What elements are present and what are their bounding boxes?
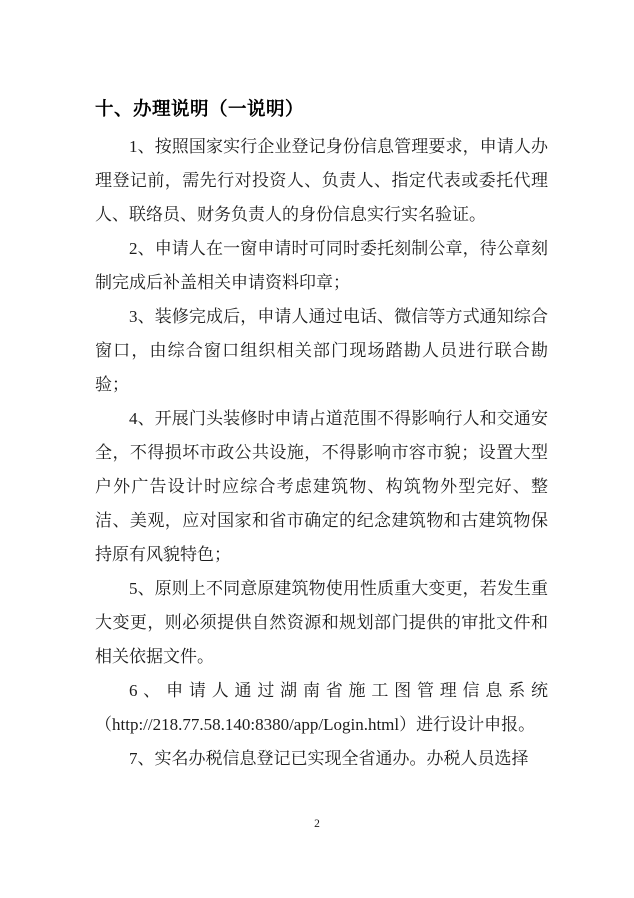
paragraph-1: 1、按照国家实行企业登记身份信息管理要求，申请人办理登记前，需先行对投资人、负责人、指定代表或委托代理人、联络员、财务负责人的身份信息实行实名验证。 <box>95 137 548 224</box>
paragraph-6-suffix: 进行设计申报。 <box>416 715 536 734</box>
paragraph-7: 7、实名办税信息登记已实现全省通办。办税人员选择 <box>129 749 529 768</box>
paragraph-6 <box>95 674 548 742</box>
paragraph-5: 5、原则上不同意原建筑物使用性质重大变更，若发生重大变更，则必须提供自然资源和规划部门提供的审批文件和相关依据文件。 <box>95 579 548 666</box>
paragraph-6-prefix: 6、申请人通过湖南省施工图管理信息系统 <box>129 681 548 700</box>
page-number: 2 <box>314 818 320 830</box>
paragraph-4: 4、开展门头装修时申请占道范围不得影响行人和交通安全，不得损坏市政公共设施，不得影响市容市貌；设置大型户外广告设计时应综合考虑建筑物、构筑物外型完好、整洁、美观，应对国家和省市确定的纪念建筑物和古建筑物保持原有风貌特色； <box>95 409 548 564</box>
document-body <box>95 130 548 776</box>
paragraph-6-url-text: （http://218.77.58.140:8380/app/Login.html） <box>95 715 417 734</box>
section-heading: 十、办理说明（一说明） <box>95 98 305 119</box>
paragraph-3: 3、装修完成后，申请人通过电话、微信等方式通知综合窗口，由综合窗口组织相关部门现场踏勘人员进行联合勘验； <box>95 307 548 394</box>
paragraph-2: 2、申请人在一窗申请时可同时委托刻制公章，待公章刻制完成后补盖相关申请资料印章； <box>95 239 548 292</box>
